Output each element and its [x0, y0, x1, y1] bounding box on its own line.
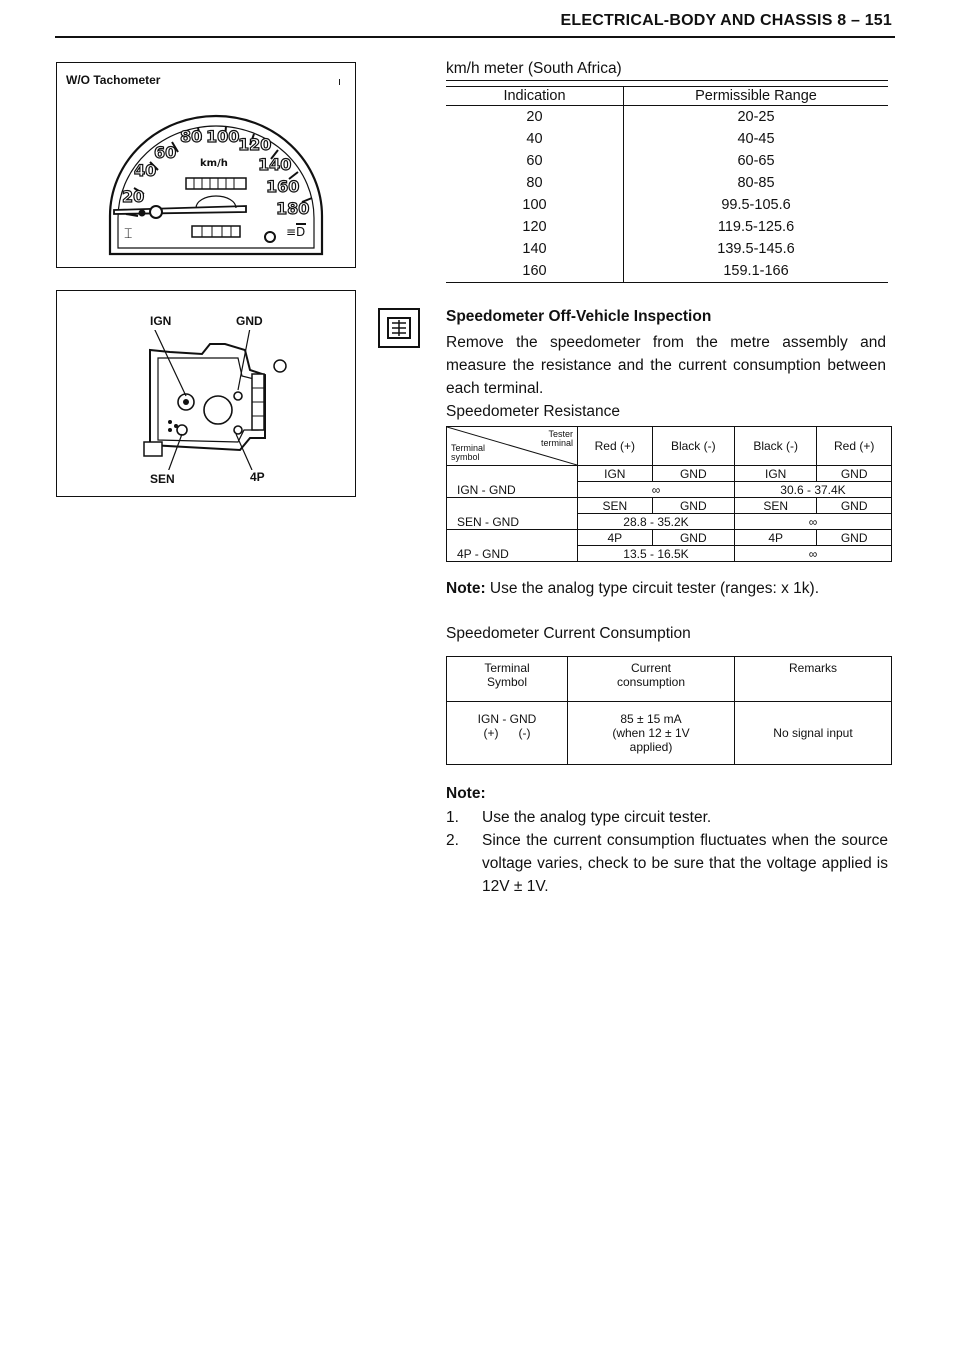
indication-cell: 140 — [446, 238, 624, 260]
speed-mark-20: 20 — [122, 187, 145, 206]
corner-cell — [447, 427, 578, 466]
list-number: 1. — [446, 809, 459, 826]
current-consumption-table — [446, 656, 892, 765]
inspection-body — [446, 331, 886, 423]
note-text: Use the analog type circuit tester (ranges: x 1k). — [489, 580, 820, 597]
table-row — [446, 194, 888, 216]
current-condition: (when 12 ± 1V — [612, 726, 690, 740]
terminal-cell: GND — [652, 498, 734, 514]
indication-cell: 160 — [446, 260, 624, 283]
range-cell: 40-45 — [737, 131, 775, 147]
group-label: 4P - GND — [447, 530, 578, 562]
terminal-symbol-label: Terminal symbol — [451, 443, 486, 462]
inspection-body-text: Remove the speedometer from the metre assembly and measure the resistance and the current consumption between each terminal. — [446, 334, 886, 397]
col-terminal-symbol — [447, 657, 568, 702]
table-row — [446, 216, 888, 238]
current-condition-end: applied) — [629, 740, 673, 754]
terminal-cell: IGN — [734, 466, 816, 482]
range-cell: 60-65 — [737, 153, 775, 169]
terminal-polarity: (+) (-) — [483, 726, 531, 740]
col-current-consumption — [568, 657, 735, 702]
terminal-cell: GND — [652, 530, 734, 546]
resistance-value: ∞ — [578, 482, 735, 498]
table-row — [446, 172, 888, 194]
header-rule — [55, 36, 895, 38]
header-current: Current — [630, 661, 671, 675]
label-sen: SEN — [150, 472, 175, 486]
terminal-cell: 4P — [578, 530, 653, 546]
list-text: Use the analog type circuit tester. — [482, 809, 712, 826]
current-title: Speedometer Current Consumption — [446, 625, 691, 642]
label-4p: 4P — [250, 470, 265, 484]
range-cell: 99.5-105.6 — [721, 197, 791, 213]
terminal-cell: GND — [817, 498, 892, 514]
terminal-cell: IGN — [578, 466, 653, 482]
group-label: SEN - GND — [447, 498, 578, 530]
meter-inspection-icon — [378, 308, 420, 348]
inspection-title: Speedometer Off-Vehicle Inspection — [446, 308, 712, 325]
indication-cell: 80 — [446, 172, 624, 194]
list-item — [446, 806, 888, 829]
col-black-minus: Black (-) — [734, 427, 816, 466]
terminal-pair: IGN - GND — [477, 712, 537, 726]
table-row — [446, 238, 888, 260]
note-label: Note: — [446, 580, 486, 597]
resistance-value: 28.8 - 35.2K — [578, 514, 735, 530]
terminal-cell: SEN — [578, 498, 653, 514]
header-symbol: Symbol — [486, 675, 527, 689]
col-remarks: Remarks — [735, 657, 892, 702]
indication-cell: 120 — [446, 216, 624, 238]
indication-cell: 40 — [446, 128, 624, 150]
remarks-cell: No signal input — [735, 702, 892, 765]
resistance-value: ∞ — [734, 514, 891, 530]
meter-title-rule — [446, 80, 888, 81]
table-row — [447, 530, 892, 546]
terminal-symbol-cell — [447, 702, 568, 765]
speed-mark-60: 60 — [154, 143, 177, 162]
note-range — [446, 580, 819, 598]
group-label: IGN - GND — [447, 466, 578, 498]
range-cell: 80-85 — [737, 175, 775, 191]
terminal-cell: GND — [652, 466, 734, 482]
header-terminal: Terminal — [484, 661, 530, 675]
range-cell: 119.5-125.6 — [717, 219, 795, 235]
terminal-cell: GND — [817, 530, 892, 546]
range-cell: 20-25 — [737, 109, 775, 125]
indication-cell: 60 — [446, 150, 624, 172]
table-row — [446, 150, 888, 172]
resistance-value: 30.6 - 37.4K — [734, 482, 891, 498]
col-red-plus: Red (+) — [817, 427, 892, 466]
indication-cell: 20 — [446, 106, 624, 129]
speed-mark-180: 180 — [276, 199, 310, 218]
list-number: 2. — [446, 832, 459, 849]
connector-illustration — [130, 330, 290, 470]
speed-mark-100: 100 — [206, 127, 240, 146]
table-row — [446, 260, 888, 283]
speed-mark-80: 80 — [180, 127, 203, 146]
meter-table-title: km/h meter (South Africa) — [446, 60, 622, 77]
current-value: 85 ± 15 mA — [620, 712, 682, 726]
table-row — [447, 498, 892, 514]
terminal-cell: 4P — [734, 530, 816, 546]
resistance-title: Speedometer Resistance — [446, 403, 621, 420]
col-black-minus: Black (-) — [652, 427, 734, 466]
col-permissible-range: Permissible Range — [624, 87, 889, 106]
table-row — [447, 466, 892, 482]
resistance-table — [446, 426, 892, 562]
range-cell: 139.5-145.6 — [717, 241, 795, 257]
svg-text:≡D: ≡D — [286, 225, 306, 239]
speed-mark-120: 120 — [238, 135, 272, 154]
terminal-cell: GND — [817, 466, 892, 482]
meter-range-table — [446, 86, 888, 283]
terminal-cell: SEN — [734, 498, 816, 514]
list-item — [446, 829, 888, 898]
page-header: ELECTRICAL-BODY AND CHASSIS 8 – 151 — [560, 12, 892, 29]
unit-label: km/h — [200, 158, 228, 169]
current-cell — [568, 702, 735, 765]
label-ign: IGN — [150, 314, 172, 328]
svg-text:⌶: ⌶ — [124, 226, 133, 242]
table-row — [446, 128, 888, 150]
note2-list — [446, 806, 888, 898]
range-cell: 159.1-166 — [624, 260, 889, 283]
speed-mark-40: 40 — [134, 161, 157, 180]
col-indication: Indication — [446, 87, 624, 106]
tester-terminal-label: Tester terminal — [540, 429, 573, 448]
label-gnd: GND — [236, 314, 263, 328]
speed-mark-140: 140 — [258, 155, 292, 174]
figure1-title: W/O Tachometer — [66, 73, 161, 87]
speedometer-dial-illustration — [100, 96, 332, 264]
table-row — [446, 106, 888, 129]
resistance-value: ∞ — [734, 546, 891, 562]
header-consumption: consumption — [616, 675, 686, 689]
speed-mark-160: 160 — [266, 177, 300, 196]
indication-cell: 100 — [446, 194, 624, 216]
note2-label: Note: — [446, 785, 486, 802]
resistance-value: 13.5 - 16.5K — [578, 546, 735, 562]
table-row — [447, 702, 892, 765]
col-red-plus: Red (+) — [578, 427, 653, 466]
figure1-tick: ı — [338, 76, 342, 88]
list-text: Since the current consumption fluctuates when the source voltage varies, check to be sure that the voltage applied is 12V ± 1V. — [482, 832, 888, 895]
